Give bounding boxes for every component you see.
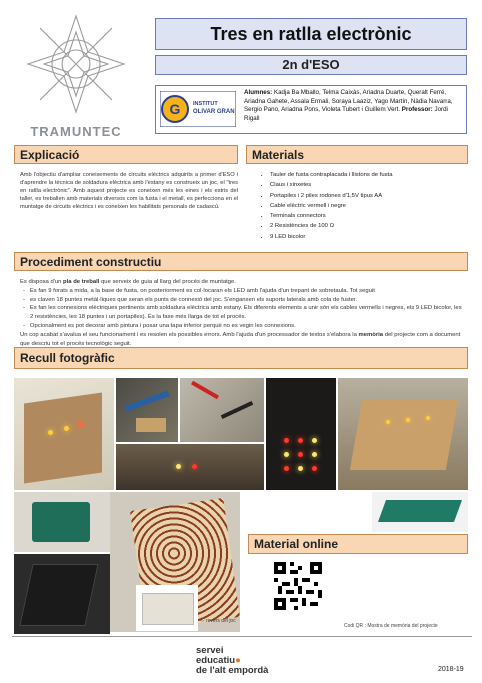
school-name-line2: OLIVAR GRAN: [193, 109, 235, 115]
photo-back-view: [136, 585, 198, 631]
school-authors-box: [155, 85, 467, 134]
photo-black-board: [14, 554, 110, 634]
authors-label: Alumnes:: [244, 89, 273, 96]
footer-divider: [12, 636, 472, 637]
photo-board-top: [338, 378, 468, 490]
material-item: • Portapiles i 2 piles rodones d'1,5V tipus AA: [270, 191, 463, 201]
recull-heading: Recull fotogràfic: [14, 347, 468, 369]
logo-text: TRAMUNTEC: [30, 124, 122, 139]
proc-outro-b: del projecte com a document que descriu tot el procés tecnològic seguit.: [20, 331, 461, 347]
proc-step: Es fan 9 forats a mida, a la base de fusta, on posteriorment es col·locaran els LED amb l'ajuda d'un trepant de sobretaula. Tot seguit: [29, 287, 375, 294]
material-item: • 9 LED bicolor: [270, 232, 463, 242]
photo-leds-dark: [266, 378, 336, 490]
proc-intro-bold: pla de treball: [63, 279, 100, 285]
procediment-text: Es disposa d'un pla de treball que serveix de guia al llarg del procés de muntatge. - Es fan 9 forats a mida, a la base de fusta, on posteriorment es col·locaran els LED amb l'ajuda d'un trepant de sobretaula. Tot seguit - es claven 18 puntes metàl·liques que seran els punts de connexió del joc. S'enganxen els suports laterals amb cola de fuster. - Es fan les connexions elèctriques pertinents amb soldadura elèctrica amb estany. Els diferents elements a unir són els cables vermells i negres, els 9 LED bicolor, les 2 resistències, les 18 puntes i un portapiles). És la fase més llarga de tot el procés. - Opcionalment es pot decorar amb pintura i posar una tapa inferior perquè no es vegin les connexions. Un cop acabat s'avalua el seu funcionament i es resolen els possibles errors. Amb l'ajuda d'un processador de textos s'elabora la memòria del projecte com a document que descriu tot el procés tecnològic seguit.: [20, 279, 462, 347]
material-item: • Terminals connectors: [270, 211, 463, 221]
qr-code[interactable]: [274, 562, 322, 610]
material-item: • 2 Resistències de 100 Ω: [270, 221, 463, 231]
materials-heading: Materials: [246, 145, 468, 164]
brand-line2: educatiu●: [196, 655, 241, 666]
proc-outro-bold: memòria: [358, 331, 384, 338]
back-view-caption: <- revers del joc: [200, 618, 236, 624]
proc-intro-a: Es disposa d'un: [20, 279, 64, 285]
school-name-line1: INSTITUT: [193, 101, 218, 107]
tramuntec-logo: [12, 12, 140, 137]
project-title: Tres en ratlla electrònic: [155, 18, 467, 50]
brand-dot-icon: ●: [235, 655, 241, 666]
authors-list: Kadja Ba Mballo, Telma Caixàs, Ariadna Duarte, Queralt Ferré, Ariadna Gahete, Assala Ermali, Soraya Laaziz, Yago Martín, Nàdia Navarra, Sergio Pano, Ariadna Pons, Violeta Tubert i Guillem Vert.: [244, 89, 453, 114]
material-item: • Cable elèctric vermell i negre: [270, 201, 463, 211]
explicacio-text: Amb l'objectiu d'ampliar coneixements de circuits elèctrics adquirits a primer d'ESO i d'aprendre la tècnica de soldadura elèctrica amb l'estany es construeix un joc, el "tres en ratlla electrònic". Amb aquest projecte es coneixen més les eines i els estris del taller, es treballen amb materials diversos com la fusta i el metall, es perfecciona en el muntatge de circuits elèctrics i es coneixen les habilitats personals de cadascú.: [20, 172, 238, 211]
photo-soldering: [116, 378, 178, 442]
year-label: 2018-19: [438, 666, 464, 673]
school-logo: [160, 91, 236, 127]
photo-wiring-side: [14, 378, 114, 490]
material-item: • Tauler de fusta contraplacada i llistons de fusta: [270, 170, 463, 180]
explicacio-heading: Explicació: [14, 145, 238, 164]
brand-line1: servei: [196, 645, 224, 656]
svg-text:G: G: [169, 101, 181, 117]
material-item: • Claus i xinxetes: [270, 180, 463, 190]
course-subtitle: 2n d'ESO: [155, 55, 467, 75]
qr-code-icon: [274, 562, 322, 610]
proc-step: es claven 18 puntes metàl·liques que seran els punts de connexió del joc. S'enganxen els suports laterals amb cola de fuster.: [29, 296, 358, 303]
compass-rose-icon: [12, 12, 140, 117]
procediment-heading: Procediment constructiu: [14, 252, 468, 271]
proc-intro-b: que serveix de guia al llarg del procés de muntatge.: [99, 279, 236, 285]
materials-list: [258, 170, 463, 242]
qr-caption: Codi QR : Mostra de memòria del projecte: [344, 623, 438, 629]
authors-text: [244, 89, 462, 123]
photo-green-case: [372, 492, 468, 532]
photo-tools: [180, 378, 264, 442]
servei-educatiu-brand: [196, 646, 268, 676]
photo-green-board: [14, 492, 110, 552]
proc-outro-a: Un cop acabat s'avalua el seu funcionament i es resolen els possibles errors. Amb l'ajuda d'un processador de textos s'elabora la: [20, 331, 359, 338]
online-heading: Material online: [248, 534, 468, 554]
professor-label: Professor:: [401, 106, 433, 114]
proc-step: Es fan les connexions elèctriques pertinents amb soldadura elèctrica amb estany. Els diferents elements a unir són els cables vermells i negres, els 9 LED bicolor, les 2 resistències, les 18 puntes i un portapiles). És la fase més llarga de tot el procés.: [29, 305, 462, 321]
photo-gameplay: [116, 444, 264, 490]
brand-line3: de l'alt empordà: [196, 665, 269, 676]
professor-name: Jordi Rigall: [244, 106, 448, 122]
proc-step: Opcionalment es pot decorar amb pintura i posar una tapa inferior perquè no es vegin les connexions.: [29, 322, 296, 329]
